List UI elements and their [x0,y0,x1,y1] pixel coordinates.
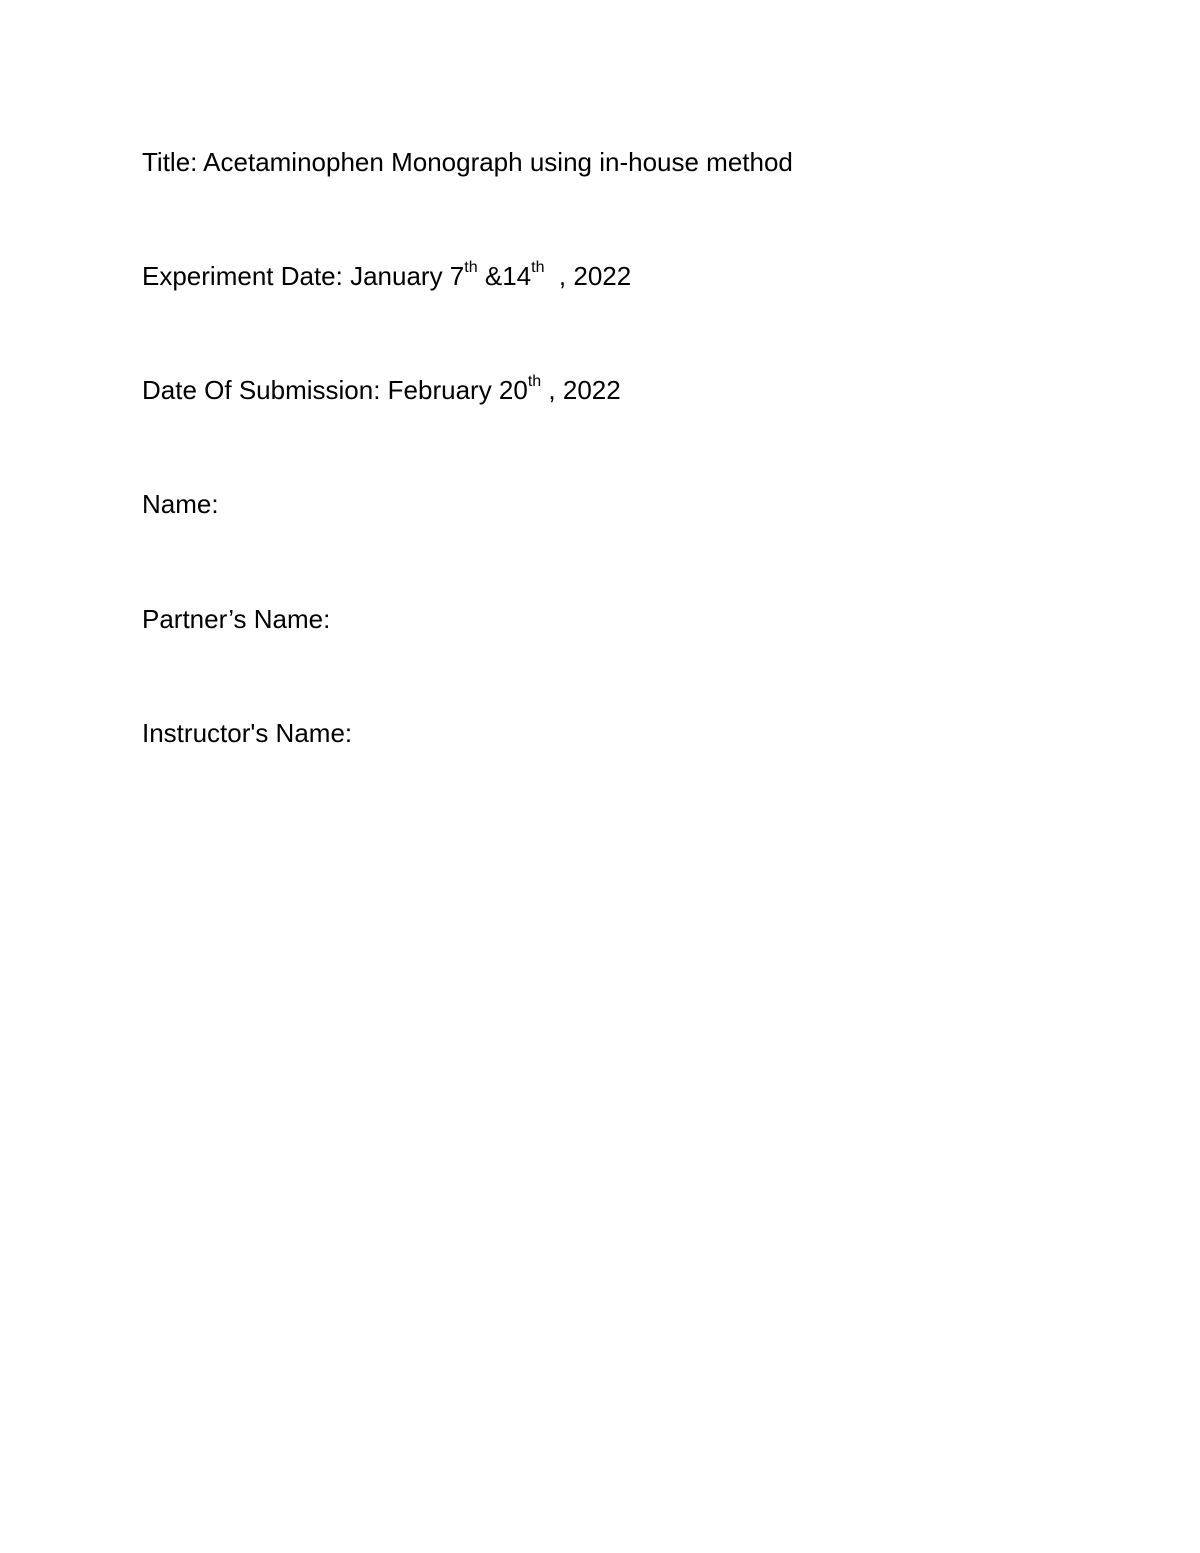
instructor-name-label: Instructor's Name: [142,718,353,748]
experiment-date-prefix: Experiment Date: January 7 [142,261,465,291]
name-label: Name: [142,489,219,519]
partner-name-label: Partner’s Name: [142,604,331,634]
submission-date-suffix: , 2022 [541,375,621,405]
experiment-date-ordinal-2: th [531,259,545,277]
report-title: Title: Acetaminophen Monograph using in-house method [142,147,793,177]
submission-date-prefix: Date Of Submission: February 20 [142,375,528,405]
experiment-date-middle: &14 [477,261,532,291]
submission-date-ordinal: th [527,373,542,391]
submission-date [142,374,621,406]
experiment-date [142,260,631,292]
experiment-date-ordinal-1: th [464,259,478,277]
experiment-date-suffix: , 2022 [544,261,632,291]
